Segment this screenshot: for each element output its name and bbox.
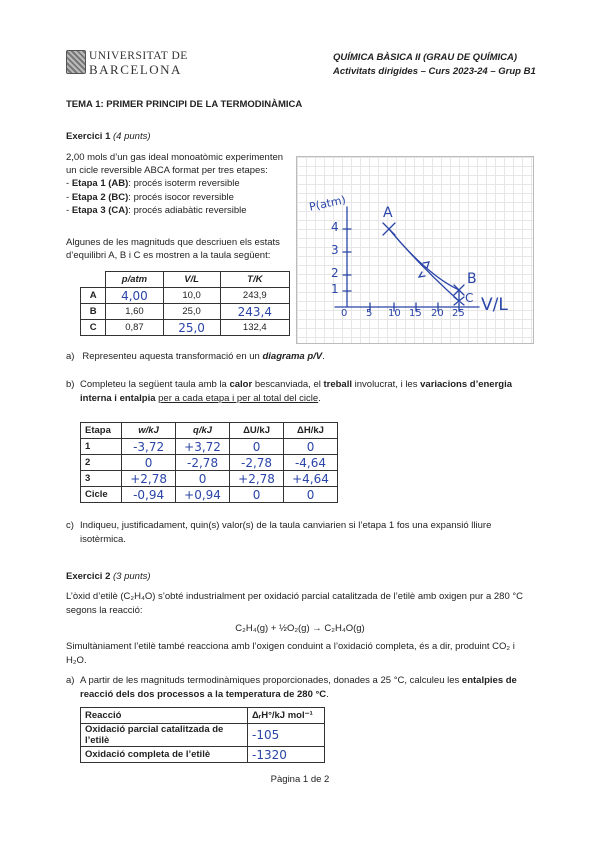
question-b: b) Completeu la següent taula amb la calor bescanviada, el treball involucrat, i les variacions d’energia interna i entalpia per a cada etapa i per al total del cicle. — [66, 379, 512, 404]
exercise-2-heading: Exercici 2 (3 punts) — [66, 571, 151, 582]
table-row: A 4,00 10,0 243,9 — [81, 288, 290, 304]
x-tick-label: 0 — [341, 308, 348, 319]
x-axis-label: V/L — [481, 295, 508, 315]
point-c-label: C — [465, 291, 474, 305]
step-item: - Etapa 1 (AB): procés isoterm reversible — [66, 178, 240, 189]
table-row: Cicle -0,94 +0,94 0 0 — [81, 487, 338, 503]
energy-table — [80, 422, 338, 503]
table-row: C 0,87 25,0 132,4 — [81, 320, 290, 336]
y-tick-label: 4 — [331, 220, 339, 234]
exercise-2-question-a: a) A partir de les magnituds termodinàmiques proporcionades, donades a 25 °C, calculeu les entalpies de reacció dels dos processos a la temperatura de 280 °C. — [66, 675, 517, 700]
university-name-line1: UNIVERSITAT DE — [89, 50, 188, 62]
y-tick-label: 3 — [331, 243, 339, 257]
col-header: p/atm — [106, 272, 163, 288]
table-intro: Algunes de les magnituds que descriuen els estats d’equilibri A, B i C es mostren a la taula següent: — [66, 237, 280, 261]
x-tick-label: 15 — [409, 308, 422, 319]
col-header: ΔᵣH°/kJ mol⁻¹ — [248, 708, 325, 724]
topic-title: TEMA 1: PRIMER PRINCIPI DE LA TERMODINÀMICA — [66, 99, 303, 110]
col-header: ΔH/kJ — [284, 423, 338, 439]
question-c: c) Indiqueu, justificadament, quin(s) valor(s) de la taula canviarien si l’etapa 1 fos una expansió lliure isotèrmica. — [66, 520, 492, 545]
y-axis-label: P(atm) — [308, 193, 347, 214]
exercise-2-intro: L’òxid d’etilè (C₂H₄O) s’obté industrialment per oxidació parcial catalitzada de l’etilè amb oxigen pur a 280 °C segons la reacció: — [66, 591, 524, 616]
y-tick-label: 2 — [331, 266, 339, 280]
col-header: w/kJ — [122, 423, 176, 439]
course-title: QUÍMICA BÀSICA II (GRAU DE QUÍMICA) — [333, 52, 518, 63]
pv-diagram — [296, 156, 534, 344]
y-tick-label: 1 — [331, 282, 339, 296]
table-row: Oxidació parcial catalitzada de l’etilè -105 — [81, 724, 325, 747]
reaction-equation: C₂H₄(g) + ½O₂(g) → C₂H₄O(g) — [235, 623, 365, 634]
x-tick-label: 10 — [388, 308, 401, 319]
handwritten-value: 4,00 — [106, 288, 163, 304]
handwritten-value: 25,0 — [163, 320, 220, 336]
simultaneous-reaction-text: Simultàniament l’etilè també reacciona amb l’oxigen conduint a l’oxidació completa, és a dir, produint CO₂ i H₂O. — [66, 641, 515, 666]
question-a: a) Representeu aquesta transformació en un diagrama p/V. — [66, 351, 325, 362]
exercise-1-intro: 2,00 mols d’un gas ideal monoatòmic experimenten un cicle reversible ABCA format per tres etapes: — [66, 152, 284, 176]
university-logo — [66, 50, 86, 74]
col-header: Etapa — [81, 423, 122, 439]
table-row: 2 0 -2,78 -2,78 -4,64 — [81, 455, 338, 471]
point-a-mark — [383, 223, 395, 235]
university-name-line2: BARCELONA — [89, 62, 182, 77]
arrow-icon — [419, 272, 425, 277]
table-row: 1 -3,72 +3,72 0 0 — [81, 439, 338, 455]
isotherm-curve — [389, 229, 459, 290]
exercise-1-heading: Exercici 1 (4 punts) — [66, 131, 151, 142]
col-header: T/K — [220, 272, 289, 288]
col-header: q/kJ — [176, 423, 230, 439]
reaction-table — [80, 707, 325, 763]
table-row: B 1,60 25,0 243,4 — [81, 304, 290, 320]
x-tick-label: 20 — [431, 308, 444, 319]
table-row: Oxidació completa de l’etilè -1320 — [81, 747, 325, 763]
step-item: - Etapa 2 (BC): procés isocor reversible — [66, 191, 234, 203]
x-tick-label: 5 — [366, 308, 373, 319]
col-header: V/L — [163, 272, 220, 288]
step-item: - Etapa 3 (CA): procés adiabàtic reversible — [66, 205, 247, 216]
x-tick-label: 25 — [452, 308, 465, 319]
table-row: 3 +2,78 0 +2,78 +4,64 — [81, 471, 338, 487]
activity-title: Activitats dirigides – Curs 2023-24 – Grup B1 — [333, 66, 536, 77]
handwritten-value: 243,4 — [220, 304, 289, 320]
state-table — [80, 271, 290, 336]
point-b-label: B — [467, 271, 477, 287]
col-header: ΔU/kJ — [230, 423, 284, 439]
steps-list — [66, 177, 247, 218]
col-header: Reacció — [81, 708, 248, 724]
page-footer: Pàgina 1 de 2 — [270, 774, 330, 785]
point-a-label: A — [383, 205, 393, 221]
adiabatic-curve — [389, 229, 459, 301]
